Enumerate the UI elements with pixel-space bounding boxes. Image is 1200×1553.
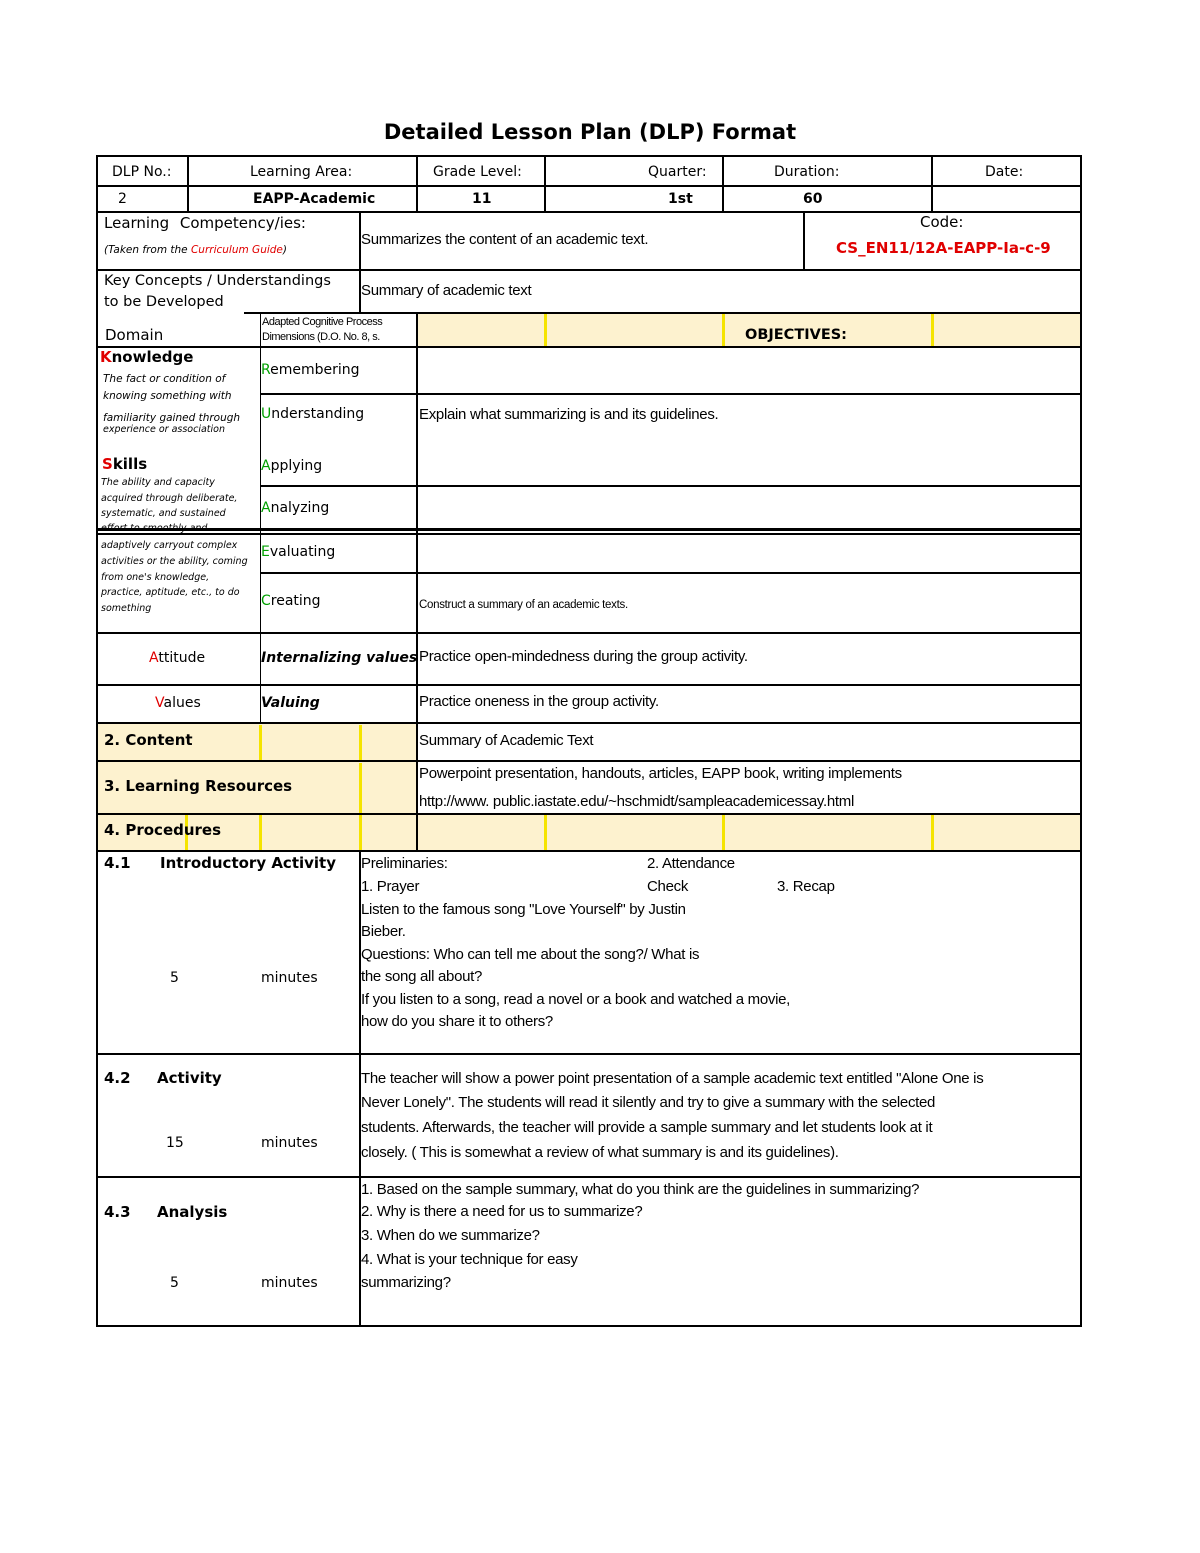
procedure-text: summarizing? bbox=[361, 1274, 451, 1291]
grid-line bbox=[244, 312, 1082, 314]
key-concepts-label-line1: Key Concepts / Understandings bbox=[104, 273, 331, 289]
grid-line bbox=[722, 155, 724, 213]
values-objective: Practice oneness in the group activity. bbox=[419, 693, 659, 710]
procedure-name: Activity bbox=[157, 1069, 222, 1087]
yellow-divider bbox=[931, 815, 934, 851]
procedure-text: Bieber. bbox=[361, 923, 406, 940]
grid-line bbox=[96, 269, 1082, 271]
knowledge-desc: experience or association bbox=[103, 424, 225, 435]
competency-label: Learning Competency/ies: bbox=[104, 214, 306, 232]
key-concepts-text: Summary of academic text bbox=[361, 282, 532, 299]
skills-desc: from one's knowledge, bbox=[101, 572, 210, 583]
procedure-minutes: 5 bbox=[170, 1275, 179, 1291]
domain-label: Domain bbox=[105, 326, 164, 344]
skills-desc: activities or the ability, coming bbox=[101, 556, 248, 567]
resources-label: 3. Learning Resources bbox=[104, 777, 293, 795]
grid-line bbox=[803, 211, 805, 271]
grid-line bbox=[96, 533, 1082, 535]
learning-area-value: EAPP-Academic bbox=[253, 191, 376, 207]
grid-line bbox=[96, 1176, 1082, 1178]
objectives-header: OBJECTIVES: bbox=[745, 327, 847, 343]
skills-desc: practice, aptitude, etc., to do bbox=[101, 587, 240, 598]
process-dimensions-line1: Adapted Cognitive Process bbox=[262, 316, 383, 328]
competency-text: Summarizes the content of an academic text. bbox=[361, 231, 649, 248]
process-dimensions-line2: Dimensions (D.O. No. 8, s. bbox=[262, 331, 380, 343]
objective-creating: Construct a summary of an academic texts. bbox=[419, 599, 628, 611]
knowledge-heading: Knowledge bbox=[100, 348, 194, 366]
grade-level-label: Grade Level: bbox=[433, 164, 522, 180]
dlp-no-label: DLP No.: bbox=[112, 164, 172, 180]
grid-line bbox=[260, 393, 1082, 395]
process-evaluating: Evaluating bbox=[261, 544, 336, 560]
procedure-minutes: 15 bbox=[166, 1135, 184, 1151]
procedure-text: Never Lonely". The students will read it silently and try to give a summary with the selected bbox=[361, 1094, 936, 1111]
objective-understanding: Explain what summarizing is and its guidelines. bbox=[419, 406, 719, 423]
grid-line bbox=[260, 485, 1082, 487]
table-border bbox=[96, 155, 98, 1327]
yellow-divider bbox=[259, 725, 262, 761]
yellow-divider bbox=[931, 314, 934, 348]
procedure-text: Listen to the famous song "Love Yourself" by Justin bbox=[361, 901, 686, 918]
yellow-divider bbox=[359, 763, 362, 813]
table-border bbox=[96, 1325, 1082, 1327]
grid-line bbox=[96, 722, 1082, 724]
grid-line bbox=[96, 528, 1082, 531]
procedure-text: students. Afterwards, the teacher will provide a sample summary and let students look at it bbox=[361, 1119, 933, 1136]
grid-line bbox=[96, 813, 1082, 815]
procedure-text: Preliminaries: bbox=[361, 855, 448, 872]
procedure-text: 2. Attendance bbox=[647, 855, 735, 872]
grid-line bbox=[96, 850, 1082, 852]
grid-line bbox=[96, 346, 1082, 348]
yellow-divider bbox=[722, 314, 725, 348]
procedure-text: If you listen to a song, read a novel or a book and watched a movie, bbox=[361, 991, 791, 1008]
resources-line1: Powerpoint presentation, handouts, articles, EAPP book, writing implements bbox=[419, 765, 902, 782]
values-label: Values bbox=[155, 695, 201, 711]
grid-line bbox=[187, 155, 189, 213]
procedure-minutes: 5 bbox=[170, 970, 179, 986]
table-border bbox=[1080, 155, 1082, 1327]
procedure-number: 4.3 bbox=[104, 1203, 131, 1221]
yellow-divider bbox=[544, 314, 547, 348]
grid-line bbox=[96, 684, 1082, 686]
skills-heading: Skills bbox=[102, 455, 148, 473]
knowledge-desc: familiarity gained through bbox=[103, 412, 241, 424]
procedure-name: Analysis bbox=[157, 1203, 228, 1221]
procedure-minutes-unit: minutes bbox=[261, 1135, 318, 1151]
knowledge-desc: The fact or condition of bbox=[103, 373, 226, 385]
duration-value: 60 bbox=[803, 191, 823, 207]
procedure-number: 4.1 bbox=[104, 854, 131, 872]
table-border bbox=[96, 155, 1082, 157]
competency-note: (Taken from the Curriculum Guide) bbox=[104, 244, 287, 256]
procedure-text: 1. Based on the sample summary, what do you think are the guidelines in summarizing? bbox=[361, 1181, 920, 1198]
procedure-text: 2. Why is there a need for us to summarize? bbox=[361, 1203, 643, 1220]
yellow-divider bbox=[359, 725, 362, 761]
procedure-text: how do you share it to others? bbox=[361, 1013, 553, 1030]
attitude-label: Attitude bbox=[149, 650, 206, 666]
procedure-text: Check bbox=[647, 878, 689, 895]
process-remembering: Remembering bbox=[261, 362, 360, 378]
content-text: Summary of Academic Text bbox=[419, 732, 594, 749]
skills-desc: effort to smoothly and bbox=[101, 523, 208, 534]
yellow-divider bbox=[359, 815, 362, 851]
knowledge-desc: knowing something with bbox=[103, 390, 232, 402]
yellow-divider bbox=[259, 815, 262, 851]
grid-line bbox=[96, 1053, 1082, 1055]
procedures-label: 4. Procedures bbox=[104, 821, 222, 839]
grid-line bbox=[96, 185, 1082, 187]
code-value: CS_EN11/12A-EAPP-Ia-c-9 bbox=[836, 239, 1051, 257]
grid-line bbox=[260, 572, 1082, 574]
process-analyzing: Analyzing bbox=[261, 500, 330, 516]
procedure-number: 4.2 bbox=[104, 1069, 131, 1087]
yellow-divider bbox=[544, 815, 547, 851]
skills-desc: systematic, and sustained bbox=[101, 508, 226, 519]
attitude-objective: Practice open-mindedness during the group activity. bbox=[419, 648, 748, 665]
procedure-text: The teacher will show a power point presentation of a sample academic text entitled "Alone One is bbox=[361, 1070, 984, 1087]
resources-link[interactable]: http://www. public.iastate.edu/~hschmidt/sampleacademicessay.html bbox=[419, 793, 855, 810]
procedure-text: 3. Recap bbox=[777, 878, 835, 895]
procedure-name: Introductory Activity bbox=[160, 854, 336, 872]
content-label: 2. Content bbox=[104, 731, 193, 749]
procedure-text: 1. Prayer bbox=[361, 878, 420, 895]
procedure-minutes-unit: minutes bbox=[261, 970, 318, 986]
procedure-text: 4. What is your technique for easy bbox=[361, 1251, 578, 1268]
learning-area-label: Learning Area: bbox=[250, 164, 353, 180]
process-understanding: Understanding bbox=[261, 406, 365, 422]
quarter-label: Quarter: bbox=[648, 164, 707, 180]
procedure-text: 3. When do we summarize? bbox=[361, 1227, 540, 1244]
attitude-process: Internalizing values bbox=[261, 650, 418, 666]
grid-line bbox=[96, 632, 1082, 634]
procedure-text: closely. ( This is somewhat a review of what summary is and its guidelines). bbox=[361, 1144, 839, 1161]
values-process: Valuing bbox=[261, 695, 320, 711]
procedure-text: Questions: Who can tell me about the song?/ What is bbox=[361, 946, 700, 963]
procedure-minutes-unit: minutes bbox=[261, 1275, 318, 1291]
grid-line bbox=[96, 760, 1082, 762]
process-applying: Applying bbox=[261, 458, 323, 474]
grid-line bbox=[544, 155, 546, 213]
grid-line bbox=[416, 155, 418, 213]
code-label: Code: bbox=[920, 213, 964, 231]
grade-level-value: 11 bbox=[472, 191, 492, 207]
skills-desc: adaptively carryout complex bbox=[101, 540, 238, 551]
duration-label: Duration: bbox=[774, 164, 840, 180]
procedure-text: the song all about? bbox=[361, 968, 483, 985]
quarter-value: 1st bbox=[668, 191, 693, 207]
yellow-divider bbox=[722, 815, 725, 851]
page-title: Detailed Lesson Plan (DLP) Format bbox=[383, 120, 797, 144]
grid-line bbox=[931, 155, 933, 213]
process-creating: Creating bbox=[261, 593, 321, 609]
skills-desc: something bbox=[101, 603, 152, 614]
skills-desc: The ability and capacity bbox=[101, 477, 215, 488]
dlp-no-value: 2 bbox=[118, 191, 127, 207]
date-label: Date: bbox=[985, 164, 1024, 180]
key-concepts-label-line2: to be Developed bbox=[104, 294, 224, 310]
skills-desc: acquired through deliberate, bbox=[101, 493, 238, 504]
